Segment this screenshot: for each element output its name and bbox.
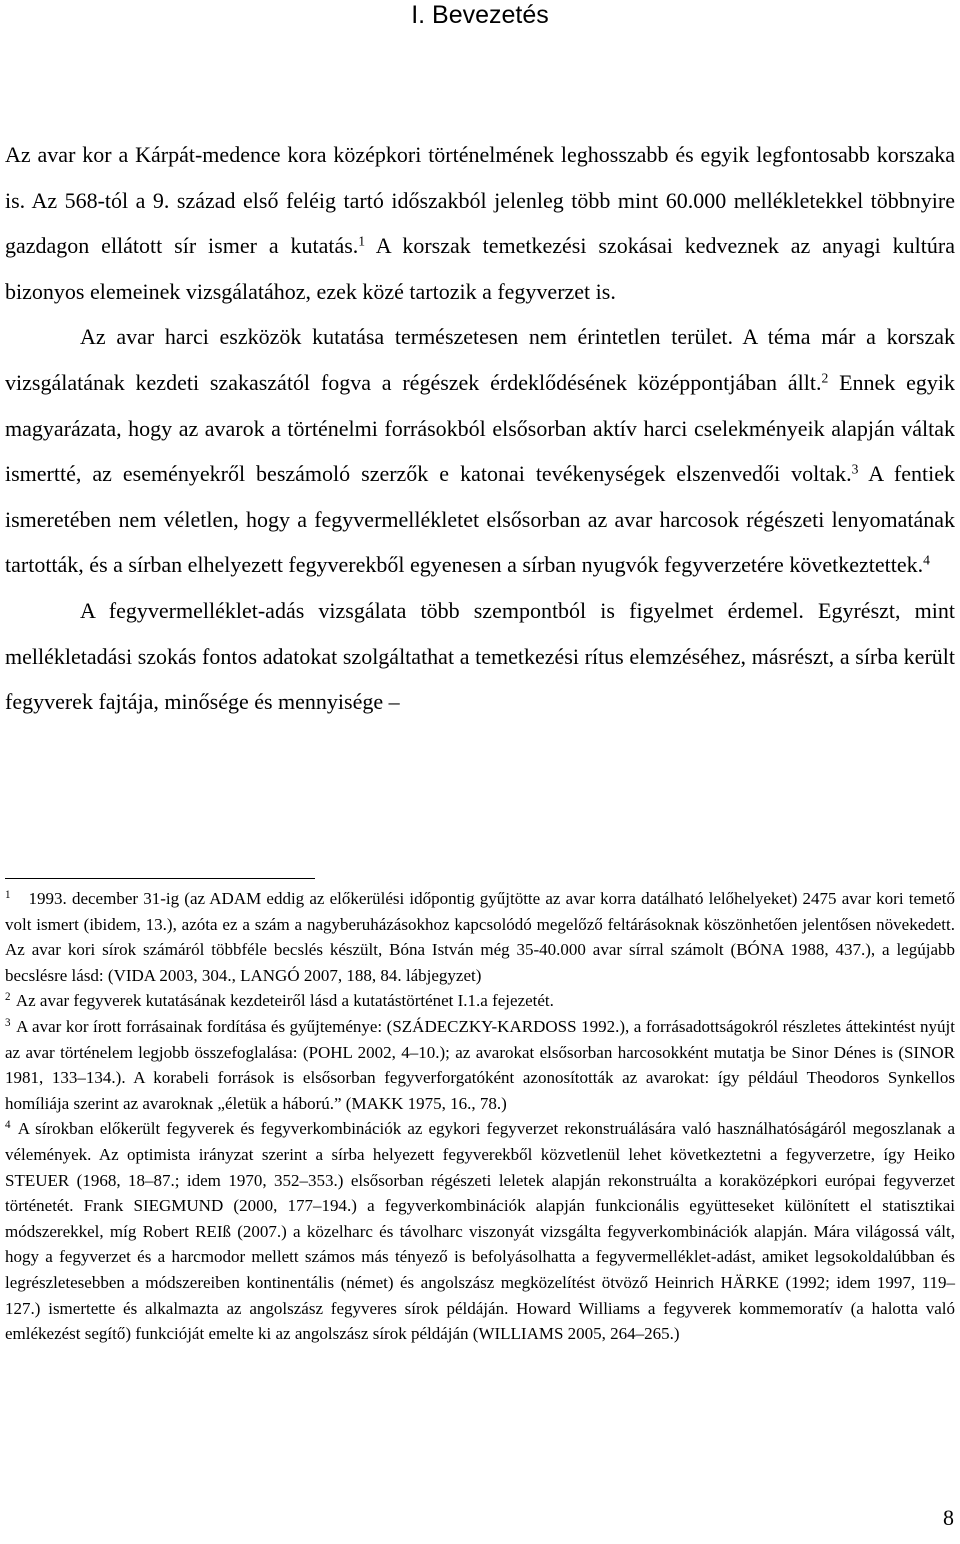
paragraph-1 — [5, 132, 955, 314]
footnote-2 — [5, 988, 955, 1014]
footnote-4 — [5, 1116, 955, 1346]
text-segment: A fentiek ismeretében nem véletlen, hogy a fegyvermellékletet elsősorban az avar harcosok régészeti lenyomatának tartották, és a sírban elhelyezett fegyverekből egyenesen a sírban nyugvók fegyverzetére következtettek. — [5, 461, 955, 578]
footnote-number: 4 — [5, 1119, 11, 1132]
footnote-text: Az avar fegyverek kutatásának kezdeteiről lásd a kutatástörténet I.1.a fejezetét. — [15, 991, 554, 1011]
text-segment: Ennek egyik magyarázata, hogy az avarok a történelmi forrásokból elsősorban aktív harci cselekményeik alapján váltak ismertté, az eseményekről beszámoló szerzők e katonai tevékenységek elszenvedői voltak. — [5, 369, 955, 487]
footnote-ref-4[interactable]: 4 — [923, 552, 930, 568]
footnote-1 — [5, 886, 955, 988]
text-segment: Az avar kor a Kárpát-medence kora középkori történelmének leghosszabb és egyik legfontosabb korszaka is. Az 568-tól a 9. század első feléig tartó időszakból jelenleg több mint 60.000 mellékletekkel többnyire gazdagon ellátott sír ismer a kutatás. — [5, 142, 955, 259]
footnote-ref-3[interactable]: 3 — [851, 461, 859, 477]
footnote-3 — [5, 1014, 955, 1116]
footnote-text: A avar kor írott forrásainak fordítása és gyűjteménye: (SZÁDECZKY-KARDOSS 1992.), a forrásadottságokról részletes áttekintést nyújt az avar történelem legjobb összefoglalása: (POHL 2002, 4–10.); az avarokat elsősorban harcosokként mutatja be Sinor Dénes is (SINOR 1981, 133–134.). A korabeli források is elsősorban fegyverforgatóként azonosították az avarokat: így például Theodoros Synkellos homíliája szerint az avaroknak „életük a háború.” (MAKK 1975, 16., 78.) — [5, 1016, 955, 1113]
footnotes — [5, 886, 955, 1347]
footnote-text: A sírokban előkerült fegyverek és fegyverkombinációk az egykori fegyverzet rekonstruálására való használhatóságáról megoszlanak a vélemények. Az optimista irányzat szerint a sírba helyezett fegyverekből közvetlenül lehet következtetni a fegyverzetre, így Heiko STEUER (1968, 18–87.; idem 1970, 352–353.) elsősorban régészeti leletek alapján rekonstruálta a koraközépkori európai fegyverzet történetét. Frank SIEGMUND (2000, 177–194.) a fegyverkombinációk alapján funkcionális együtteseket különített el statisztikai módszerekkel, míg Robert REIß (2007.) a közelharc és távolharc viszonyát vizsgálta fegyverkombinációk alapján. Mára világossá vált, hogy a fegyverzet és a harcmodor mellett számos más tényező is befolyásolhatta a fegyvermelléklet-adást, amiket legsokoldalúbban és legrészletesebben a módszereiben kontinentális (német) és angolszász megközelítést ötvöző Heinrich HÄRKE (1992; idem 1997, 119–127.) ismertette és alkalmazta az angolszász fegyveres sírok példáján. Howard Williams a fegyverek kommemoratív (a halotta való emlékezést segítő) funkcióját emelte ki az angolszász sírok példáján (WILLIAMS 2005, 264–265.) — [5, 1119, 955, 1344]
footnote-separator — [5, 878, 315, 879]
footnote-ref-2[interactable]: 2 — [821, 370, 829, 386]
text-segment: Az avar harci eszközök kutatása természetesen nem érintetlen terület. A téma már a korszak vizsgálatának kezdeti szakaszától fogva a régészek érdeklődésének középpontjában állt. — [5, 324, 955, 395]
text-segment: A fegyvermelléklet-adás vizsgálata több szempontból is figyelmet érdemel. Egyrészt, mint mellékletadási szokás fontos adatokat szolgáltathat a temetkezési rítus elemzéséhez, másrészt, a sírba került fegyverek fajtája, minősége és mennyisége – — [5, 597, 955, 715]
paragraph-3 — [5, 588, 955, 725]
footnote-number: 3 — [5, 1016, 11, 1029]
paragraph-2 — [5, 314, 955, 588]
page-number: 8 — [943, 1505, 954, 1530]
footnote-text: 1993. december 31-ig (az ADAM eddig az előkerülési időpontig gyűjtötte az avar korra datálható lelőhelyeket) 2475 avar kori temető volt ismert (ibidem, 13.), azóta ez a szám a nagyberuházásokhoz kapcsolódó megelőző feltárásoknak köszönhetően jelentősen növekedett. Az avar kori sírok számáról többféle becslés készült, Bóna István még 35-40.000 avar sírral számolt (BÓNA 1988, 437.), a legújabb becslésre lásd: (VIDA 2003, 304., LANGÓ 2007, 188, 84. lábjegyzet) — [5, 889, 955, 985]
chapter-title: I. Bevezetés — [411, 1, 549, 29]
body-text — [5, 132, 955, 725]
footnote-ref-1[interactable]: 1 — [358, 233, 366, 249]
text-segment: A korszak temetkezési szokásai kedveznek az anyagi kultúra bizonyos elemeinek vizsgálatához, ezek közé tartozik a fegyverzet is. — [5, 233, 956, 304]
footnote-number: 1 — [5, 888, 11, 901]
footnote-number: 2 — [5, 991, 11, 1004]
